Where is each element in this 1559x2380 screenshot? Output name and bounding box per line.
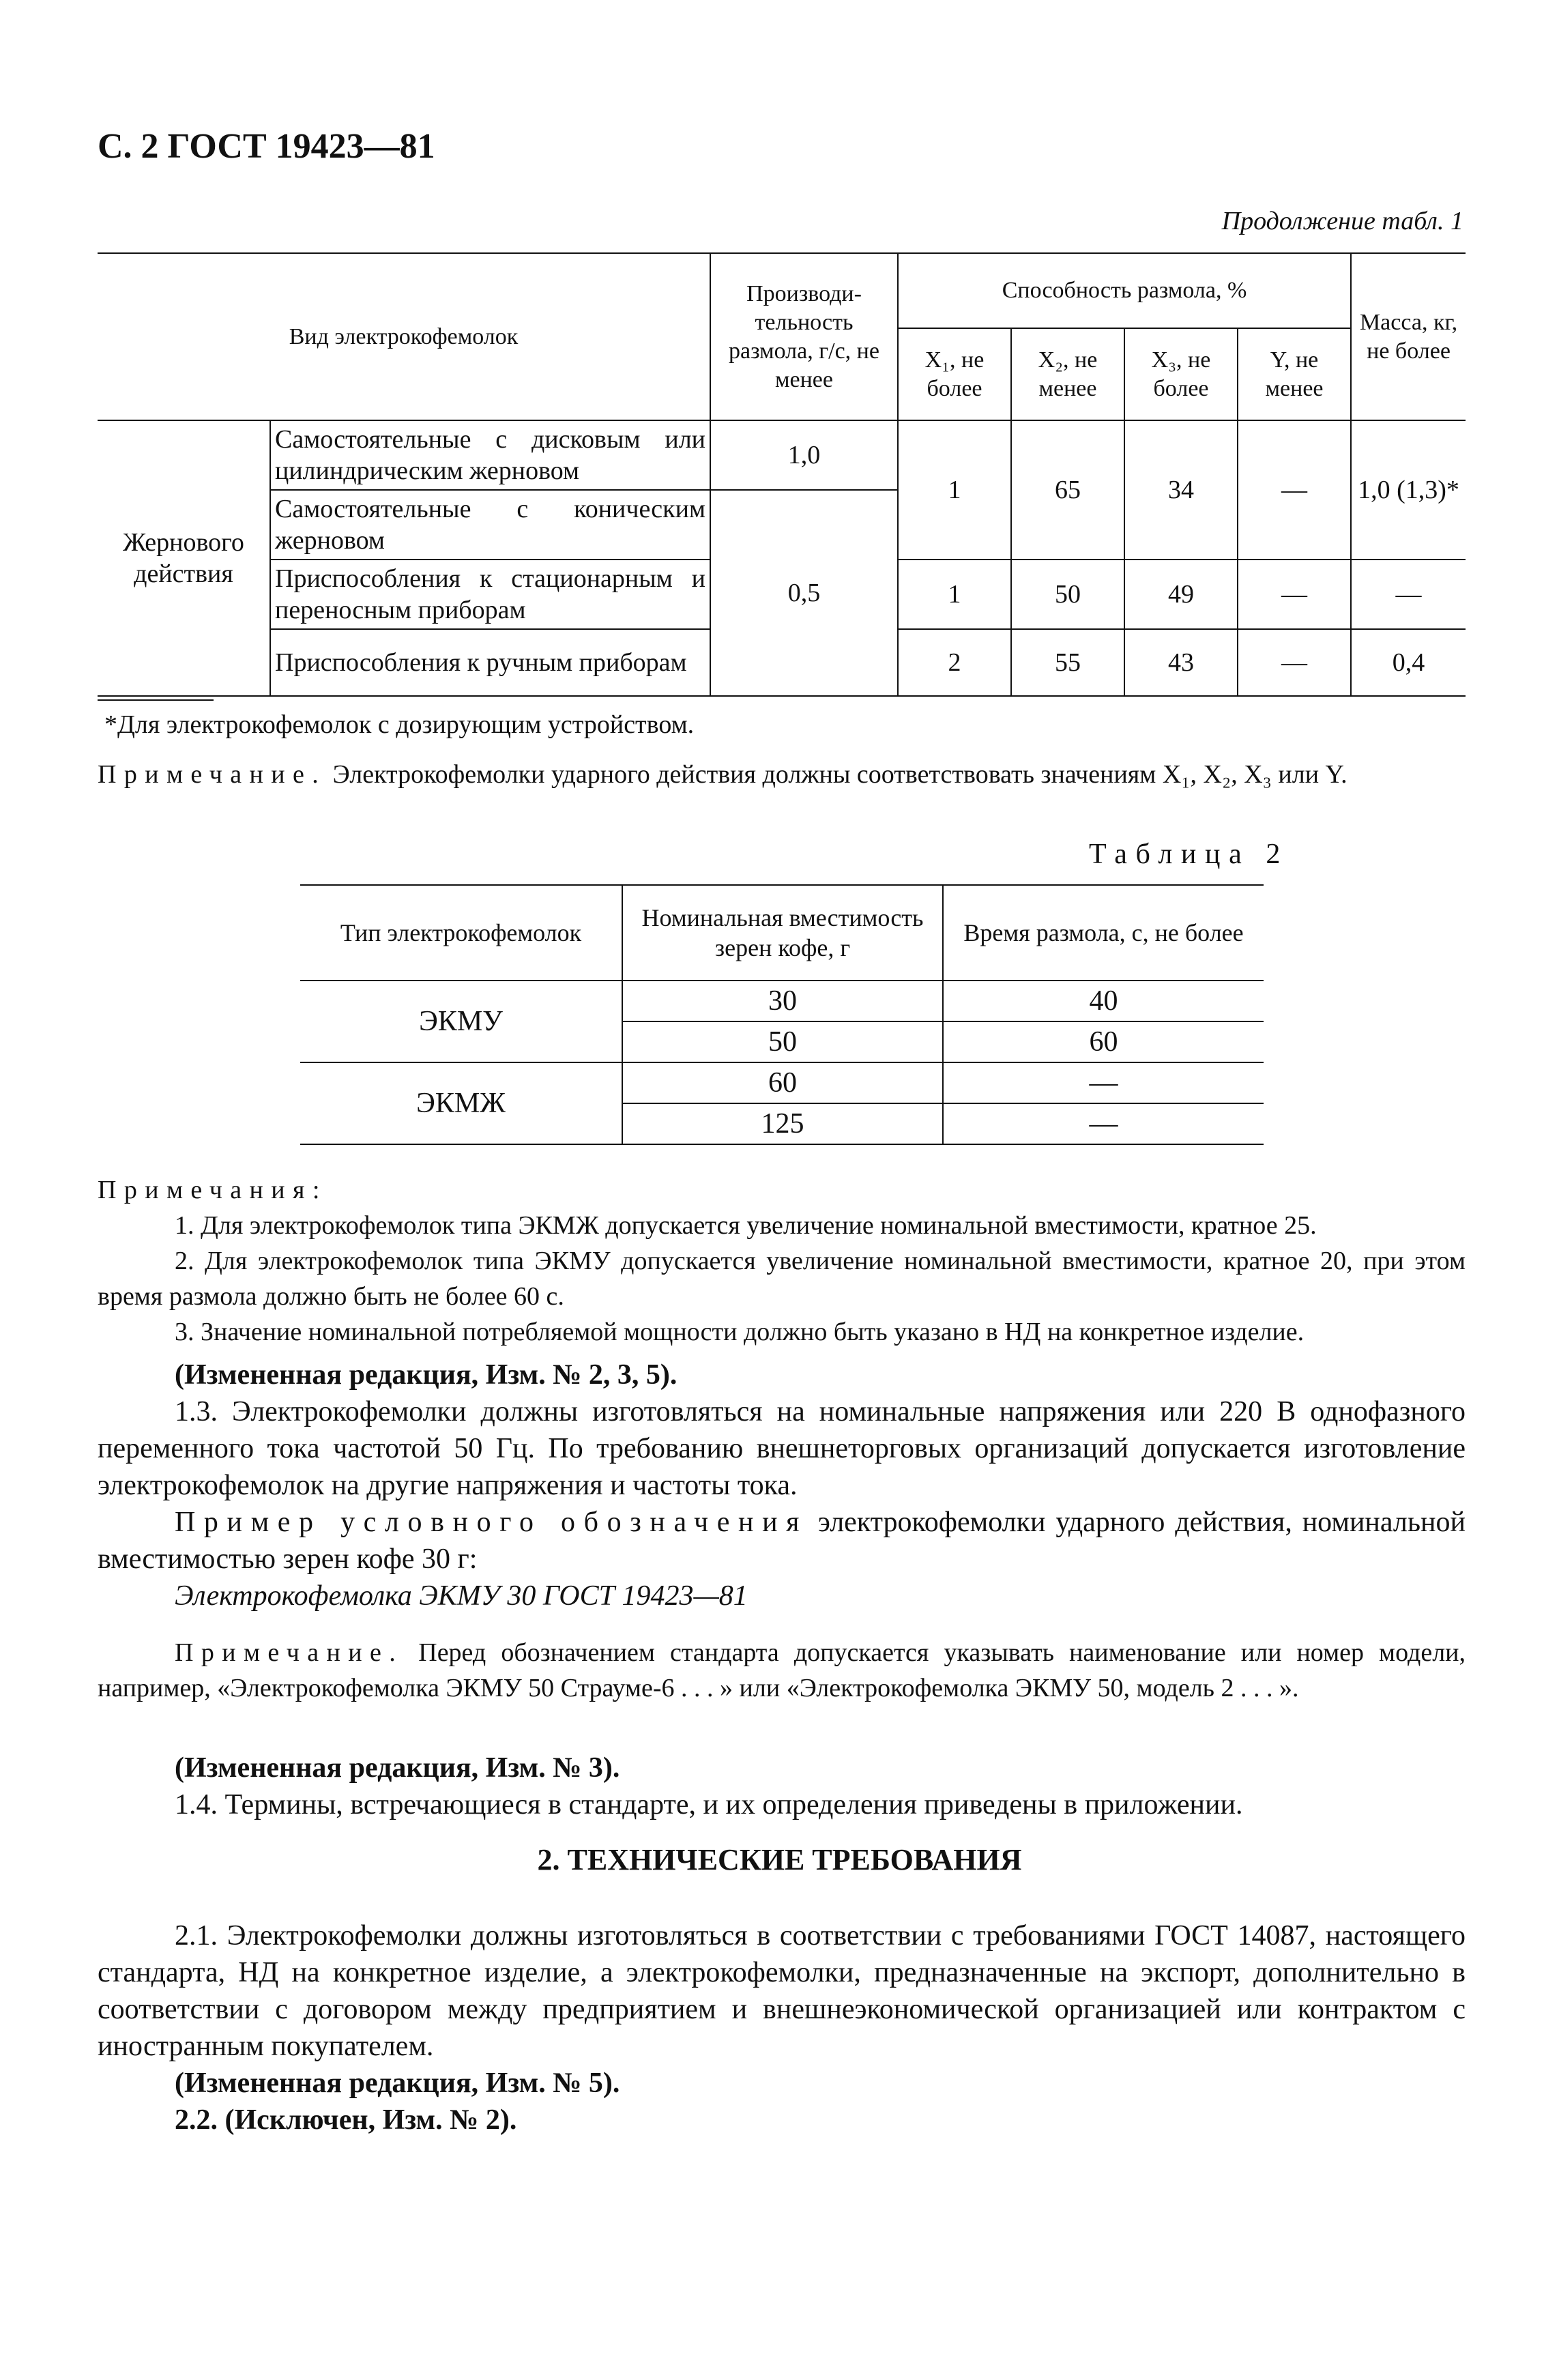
t1-row-name: Самостоятельные с дисковым или цилиндрическим жерновом <box>270 420 710 490</box>
example-paragraph <box>98 1504 1466 1578</box>
note-3 <box>98 1635 1466 1706</box>
paragraph-1-3: 1.3. Электрокофемолки должны изготовляться на номинальные напряжения или 220 В однофазного переменного тока частотой 50 Гц. По требованию внешнеторговых организаций допускается изготовление электрокофемолок на другие напряжения и частоты тока. <box>98 1396 1466 1501</box>
table-2 <box>300 884 1264 1145</box>
amendment-note: (Измененная редакция, Изм. № 3). <box>175 1752 620 1784</box>
paragraph-2-2: 2.2. (Исключен, Изм. № 2). <box>175 2104 517 2136</box>
t2-capacity: 125 <box>622 1103 943 1144</box>
note-label: Примечание. <box>98 760 327 789</box>
t1-cell-performance: 0,5 <box>710 490 898 696</box>
t1-cell-y: — <box>1238 420 1351 560</box>
t1-cell-x2: 65 <box>1011 420 1124 560</box>
t1-header-y: Y, не менее <box>1238 328 1351 420</box>
t1-cell-x1: 1 <box>898 560 1011 629</box>
note-item: 3. Значение номинальной потребляемой мощности должно быть указано в НД на конкретное изделие. <box>175 1318 1305 1346</box>
t1-cell-x2: 50 <box>1011 560 1124 629</box>
notes-2 <box>98 1172 1466 1350</box>
footnote-rule <box>98 699 214 701</box>
t2-capacity: 60 <box>622 1062 943 1103</box>
t1-row-name: Приспособления к ручным приборам <box>270 629 710 696</box>
table-1 <box>98 252 1466 697</box>
t1-cell-performance: 1,0 <box>710 420 898 490</box>
notes-label: Примечания: <box>98 1176 327 1204</box>
t1-cell-x3: 43 <box>1124 629 1238 696</box>
t1-row-name: Самостоятельные с коническим жерновом <box>270 490 710 560</box>
footnote: *Для электрокофемолок с дозирующим устройством. <box>104 710 695 739</box>
example-label: Пример условного обозначения <box>175 1507 808 1538</box>
t1-header-type: Вид электрокофемолок <box>98 253 710 420</box>
note-item: 2. Для электрокофемолок типа ЭКМУ допускается увеличение номинальной вместимости, кратное 20, при этом время размола должно быть не более 60 с. <box>98 1247 1466 1311</box>
t1-header-grinding: Способность размола, % <box>898 253 1351 328</box>
t2-header-capacity: Номинальная вместимость зерен кофе, г <box>622 885 943 981</box>
t2-time: — <box>943 1062 1264 1103</box>
t2-capacity: 30 <box>622 981 943 1021</box>
t1-header-mass: Масса, кг, не более <box>1351 253 1466 420</box>
t2-time: — <box>943 1103 1264 1144</box>
t1-group-label: Жернового действия <box>98 420 270 696</box>
table-2-caption: Таблица 2 <box>1089 839 1290 870</box>
note-text: Перед обозначением стандарта допускается указывать наименование или номер модели, например, «Электрокофемолка ЭКМУ 50 Страуме-6 . . . » или «Электрокофемолка ЭКМУ 50, модель 2 . . . ». <box>98 1638 1466 1702</box>
amendment-note: (Измененная редакция, Изм. № 5). <box>175 2067 620 2099</box>
t1-header-x3: X₃, не более <box>1124 328 1238 420</box>
note-label: Примечание. <box>175 1638 404 1667</box>
t2-header-type: Тип электрокофемолок <box>300 885 622 981</box>
page-header: С. 2 ГОСТ 19423—81 <box>98 127 435 166</box>
t2-time: 60 <box>943 1021 1264 1062</box>
example-designation: Электрокофемолка ЭКМУ 30 ГОСТ 19423—81 <box>175 1580 748 1612</box>
t1-cell-mass: 0,4 <box>1351 629 1466 696</box>
t1-cell-x3: 49 <box>1124 560 1238 629</box>
t1-header-x1: X₁, не более <box>898 328 1011 420</box>
example-text: электрокофемолки ударного действия, номинальной вместимостью зерен кофе 30 г: <box>98 1507 1466 1575</box>
t1-header-x2: X₂, не менее <box>1011 328 1124 420</box>
table-continuation-label: Продолжение табл. 1 <box>1221 207 1463 235</box>
t1-cell-x3: 34 <box>1124 420 1238 560</box>
t2-time: 40 <box>943 981 1264 1021</box>
t1-cell-y: — <box>1238 560 1351 629</box>
note-1 <box>98 756 1466 793</box>
t2-type: ЭКМЖ <box>300 1062 622 1144</box>
t1-row-name: Приспособления к стационарным и переносным приборам <box>270 560 710 629</box>
t1-header-performance: Производи-тельность размола, г/с, не менее <box>710 253 898 420</box>
note-item: 1. Для электрокофемолок типа ЭКМЖ допускается увеличение номинальной вместимости, кратное 25. <box>175 1211 1317 1240</box>
amendment-note: (Измененная редакция, Изм. № 2, 3, 5). <box>175 1359 677 1391</box>
t2-capacity: 50 <box>622 1021 943 1062</box>
t1-cell-x1: 1 <box>898 420 1011 560</box>
paragraph-2-1: 2.1. Электрокофемолки должны изготовляться в соответствии с требованиями ГОСТ 14087, настоящего стандарта, НД на конкретное изделие, а электрокофемолки, предназначенные на экспорт, дополнительно в соответствии с договором между предприятием и внешнеэкономической организацией или контрактом с иностранным покупателем. <box>98 1920 1466 2062</box>
t1-cell-x1: 2 <box>898 629 1011 696</box>
paragraph-1-4: 1.4. Термины, встречающиеся в стандарте, и их определения приведены в приложении. <box>175 1789 1243 1820</box>
t2-header-time: Время размола, с, не более <box>943 885 1264 981</box>
t1-cell-y: — <box>1238 629 1351 696</box>
section-heading: 2. ТЕХНИЧЕСКИЕ ТРЕБОВАНИЯ <box>537 1843 1022 1876</box>
t1-cell-mass: 1,0 (1,3)* <box>1351 420 1466 560</box>
note-text: Электрокофемолки ударного действия должны соответствовать значениям X₁, X₂, X₃ или Y. <box>332 760 1347 789</box>
t2-type: ЭКМУ <box>300 981 622 1062</box>
t1-cell-mass: — <box>1351 560 1466 629</box>
t1-cell-x2: 55 <box>1011 629 1124 696</box>
